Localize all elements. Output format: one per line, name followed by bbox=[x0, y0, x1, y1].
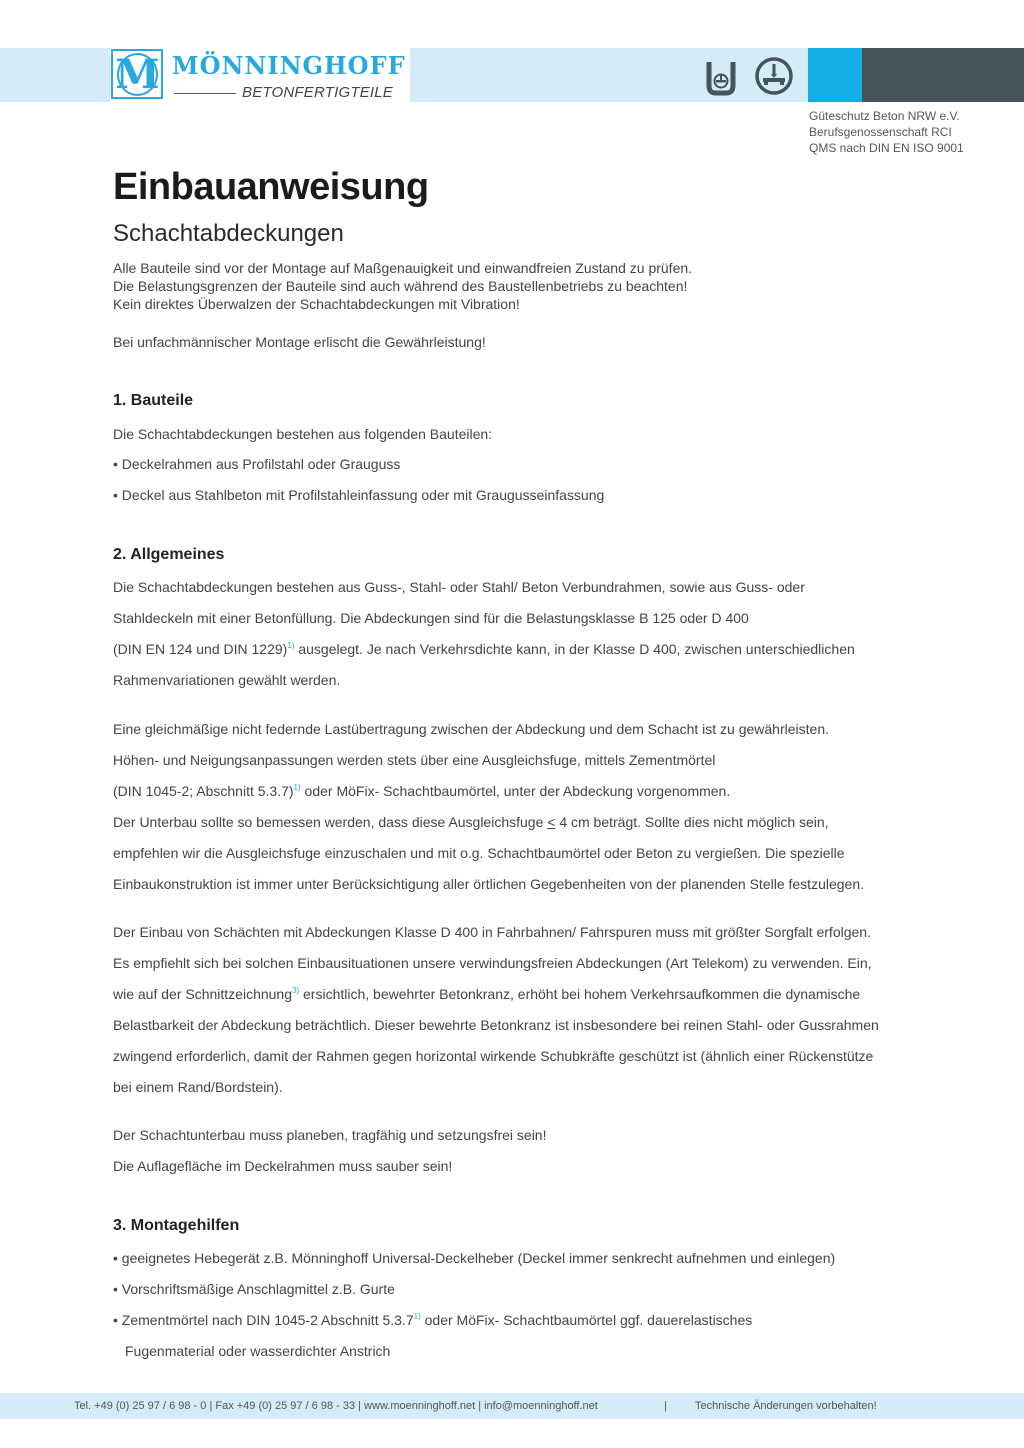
logo-company-name: MÖNNINGHOFF bbox=[172, 51, 406, 80]
logo-subtitle: BETONFERTIGTEILE bbox=[242, 84, 394, 101]
intro-line: Die Belastungsgrenzen der Bauteile sind auch während des Baustellenbetriebs zu beachten! bbox=[113, 278, 688, 294]
section-heading-allgemeines: 2. Allgemeines bbox=[113, 546, 225, 563]
footer-bar bbox=[0, 1393, 1024, 1419]
text: ersichtlich, bewehrter Betonkranz, erhöht bei hohem Verkehrsaufkommen die dynamische bbox=[299, 986, 861, 1002]
text: oder MöFix- Schachtbaumörtel, unter der Abdeckung vorgenommen. bbox=[300, 783, 731, 799]
paragraph-line: Eine gleichmäßige nicht federnde Lastübertragung zwischen der Abdeckung und dem Schacht ist zu gewährleisten. bbox=[113, 721, 829, 737]
section-heading-montagehilfen: 3. Montagehilfen bbox=[113, 1217, 240, 1234]
montagehilfen-list-item: • Vorschriftsmäßige Anschlagmittel z.B. Gurte bbox=[113, 1281, 395, 1297]
footnote-ref: 1) bbox=[413, 1312, 421, 1321]
text: ausgelegt. Je nach Verkehrsdichte kann, in der Klasse D 400, zwischen unterschiedlichen bbox=[294, 641, 855, 657]
paragraph-line: Höhen- und Neigungsanpassungen werden stets über eine Ausgleichsfuge, mittels Zementmörtel bbox=[113, 752, 716, 768]
logo-letter: M bbox=[115, 51, 160, 98]
paragraph-line: bei einem Rand/Bordstein). bbox=[113, 1079, 283, 1095]
paragraph-line: Der Einbau von Schächten mit Abdeckungen Klasse D 400 in Fahrbahnen/ Fahrspuren muss mit größter Sorgfalt erfolgen. bbox=[113, 924, 871, 940]
paragraph-line: Belastbarkeit der Abdeckung beträchtlich. Dieser bewehrte Betonkranz ist insbesondere bei reinen Stahl- oder Gussrahmen bbox=[113, 1017, 879, 1033]
section-heading-bauteile: 1. Bauteile bbox=[113, 392, 194, 409]
bauteile-lead: Die Schachtabdeckungen bestehen aus folgenden Bauteilen: bbox=[113, 426, 493, 442]
header-dark-block bbox=[862, 48, 1024, 102]
logo-rule bbox=[174, 93, 236, 94]
paragraph-line bbox=[113, 813, 829, 831]
load-class-icon bbox=[754, 56, 794, 96]
certification-list bbox=[809, 108, 964, 156]
text: (DIN 1045-2; Abschnitt 5.3.7) bbox=[113, 783, 294, 799]
paragraph-line: Die Schachtabdeckungen bestehen aus Guss-, Stahl- oder Stahl/ Beton Verbundrahmen, sowie aus Guss- oder bbox=[113, 579, 805, 595]
paragraph-line: Stahldeckeln mit einer Betonfüllung. Die Abdeckungen sind für die Belastungsklasse B 125 oder D 400 bbox=[113, 610, 749, 626]
page-subtitle: Schachtabdeckungen bbox=[113, 220, 344, 247]
text: Der Unterbau sollte so bemessen werden, dass diese Ausgleichsfuge bbox=[113, 814, 548, 830]
text: 4 cm beträgt. Sollte dies nicht möglich sein, bbox=[555, 814, 829, 830]
paragraph-line bbox=[113, 640, 855, 658]
text: wie auf der Schnittzeichnung bbox=[113, 986, 292, 1002]
paragraph-line: Die Auflagefläche im Deckelrahmen muss sauber sein! bbox=[113, 1158, 453, 1174]
paragraph-line: Einbaukonstruktion ist immer unter Berücksichtigung aller örtlichen Gegebenheiten von der planenden Stelle festzulegen. bbox=[113, 876, 865, 892]
footnote-ref: 3) bbox=[292, 986, 300, 995]
paragraph-line bbox=[113, 782, 730, 800]
text: oder MöFix- Schachtbaumörtel ggf. dauerelastisches bbox=[420, 1312, 753, 1328]
warranty-note: Bei unfachmännischer Montage erlischt die Gewährleistung! bbox=[113, 334, 486, 350]
certification-item: Güteschutz Beton NRW e.V. bbox=[809, 109, 960, 123]
montagehilfen-list-item: • geeignetes Hebegerät z.B. Mönninghoff Universal-Deckelheber (Deckel immer senkrecht aufnehmen und einlegen) bbox=[113, 1250, 836, 1266]
montagehilfen-list-item bbox=[113, 1311, 752, 1329]
paragraph-line: Der Schachtunterbau muss planeben, tragfähig und setzungsfrei sein! bbox=[113, 1127, 547, 1143]
footer-note: Technische Änderungen vorbehalten! bbox=[695, 1400, 877, 1412]
certification-item: Berufsgenossenschaft RCI bbox=[809, 125, 952, 139]
bauteile-list-item: • Deckel aus Stahlbeton mit Profilstahleinfassung oder mit Graugusseinfassung bbox=[113, 487, 605, 503]
footer-separator: | bbox=[664, 1400, 667, 1412]
page-title: Einbauanweisung bbox=[113, 166, 429, 208]
montagehilfen-list-item-continuation: Fugenmaterial oder wasserdichter Anstrich bbox=[125, 1343, 391, 1359]
bauteile-list-item: • Deckelrahmen aus Profilstahl oder Grauguss bbox=[113, 456, 401, 472]
paragraph-line: zwingend erforderlich, damit der Rahmen gegen horizontal wirkende Schubkräfte geschützt ist (ähnlich einer Rückenstütze bbox=[113, 1048, 874, 1064]
footnote-ref: 1) bbox=[293, 783, 301, 792]
footer-contact: Tel. +49 (0) 25 97 / 6 98 - 0 | Fax +49 (0) 25 97 / 6 98 - 33 | www.moenninghoff.net | info@moenninghoff.net bbox=[74, 1400, 598, 1412]
logo-mark bbox=[111, 49, 163, 99]
certification-item: QMS nach DIN EN ISO 9001 bbox=[809, 141, 964, 155]
text: • Zementmörtel nach DIN 1045-2 Abschnitt 5.3.7 bbox=[113, 1312, 414, 1328]
basin-icon bbox=[706, 60, 736, 96]
intro-line: Kein direktes Überwalzen der Schachtabdeckungen mit Vibration! bbox=[113, 296, 520, 312]
paragraph-line: empfehlen wir die Ausgleichsfuge einzuschalen und mit o.g. Schachtbaumörtel oder Beton zu vergießen. Die spezielle bbox=[113, 845, 845, 861]
company-logo bbox=[110, 48, 410, 102]
paragraph-line: Es empfiehlt sich bei solchen Einbausituationen unsere verwindungsfreien Abdeckungen (Art Telekom) zu verwenden. Ein, bbox=[113, 955, 872, 971]
paragraph-line bbox=[113, 985, 860, 1003]
less-equal-symbol: < bbox=[547, 814, 556, 830]
paragraph-line: Rahmenvariationen gewählt werden. bbox=[113, 672, 341, 688]
intro-line: Alle Bauteile sind vor der Montage auf Maßgenauigkeit und einwandfreien Zustand zu prüfen. bbox=[113, 260, 693, 276]
header-accent-block bbox=[808, 48, 862, 102]
footnote-ref: 1) bbox=[287, 641, 295, 650]
text: (DIN EN 124 und DIN 1229) bbox=[113, 641, 288, 657]
